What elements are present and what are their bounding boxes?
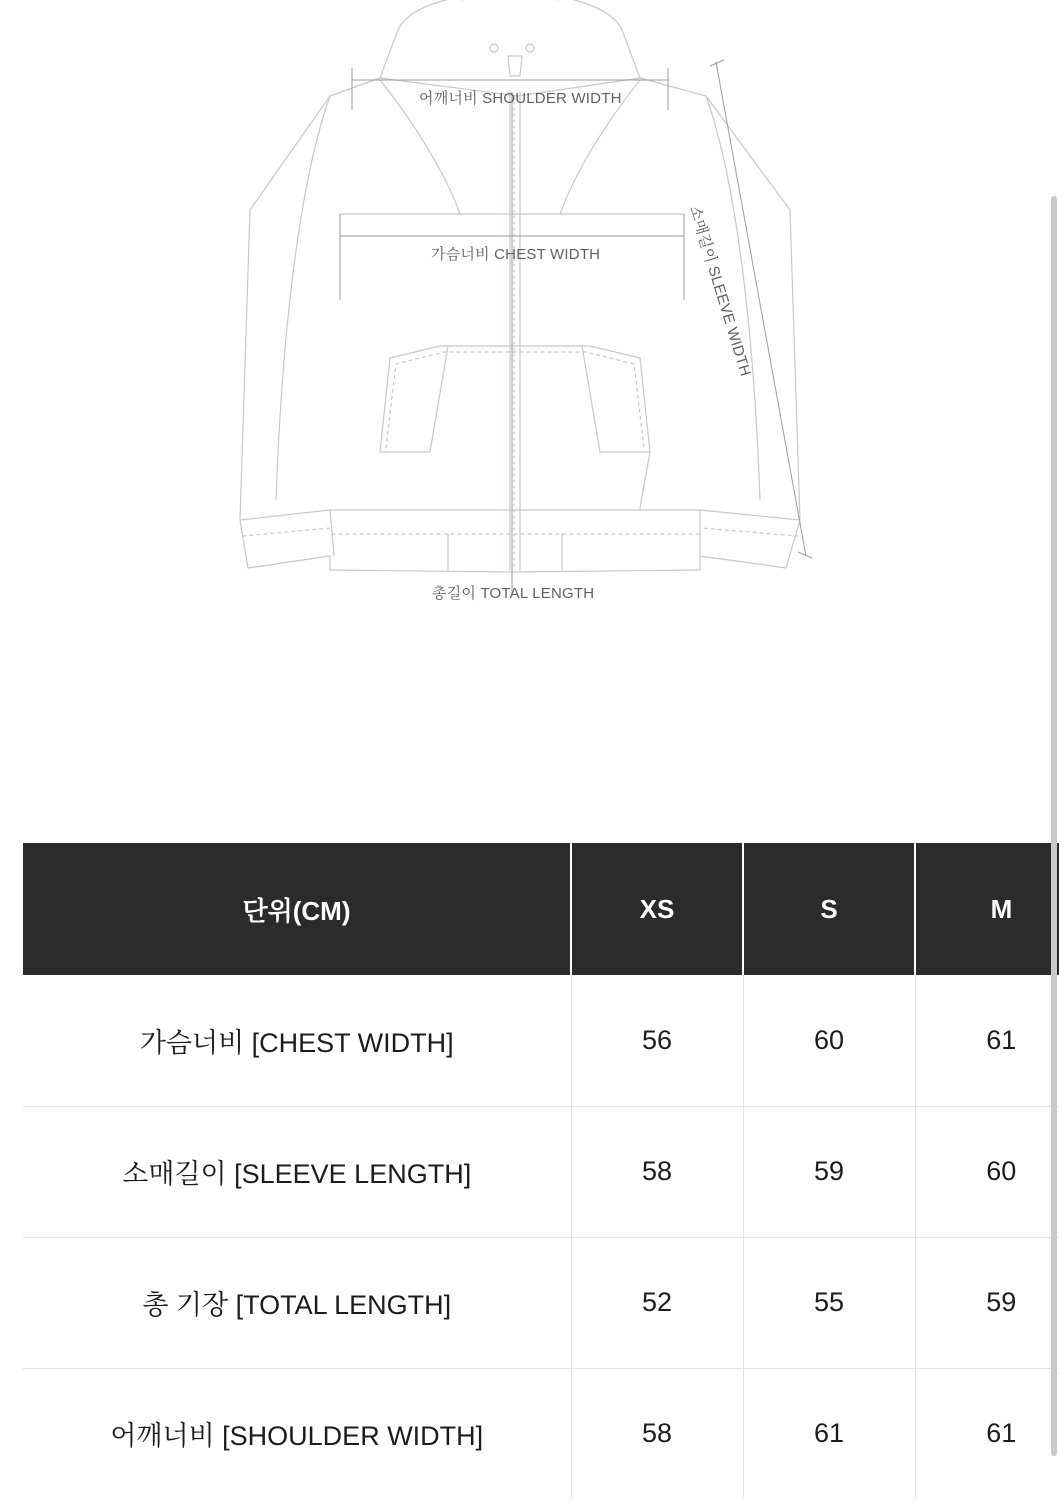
cell-m: 61: [915, 1368, 1059, 1499]
cell-xs: 58: [571, 1106, 743, 1237]
table-row: [23, 975, 1059, 1106]
table-row: [23, 1368, 1059, 1499]
table-row: [23, 1237, 1059, 1368]
cell-s: 60: [743, 975, 915, 1106]
row-label: 소매길이 [SLEEVE LENGTH]: [23, 1106, 571, 1237]
row-label: 가슴너비 [CHEST WIDTH]: [23, 975, 571, 1106]
size-table: [23, 843, 1059, 1499]
header-size-m: M: [915, 843, 1059, 975]
cell-m: 60: [915, 1106, 1059, 1237]
label-shoulder-width: 어깨너비 SHOULDER WIDTH: [419, 90, 622, 107]
cell-m: 59: [915, 1237, 1059, 1368]
label-total-length: 총길이 TOTAL LENGTH: [432, 585, 595, 602]
size-table-head: [23, 843, 1059, 975]
table-row: [23, 1106, 1059, 1237]
label-sleeve-width: 소매길이 SLEEVE WIDTH: [685, 203, 754, 379]
cell-xs: 58: [571, 1368, 743, 1499]
cell-s: 59: [743, 1106, 915, 1237]
label-chest-width: 가슴너비 CHEST WIDTH: [431, 246, 601, 263]
header-size-xs: XS: [571, 843, 743, 975]
size-table-body: [23, 975, 1059, 1499]
vertical-scrollbar[interactable]: [1049, 0, 1059, 1500]
cell-s: 61: [743, 1368, 915, 1499]
table-header-row: [23, 843, 1059, 975]
row-label: 총 기장 [TOTAL LENGTH]: [23, 1237, 571, 1368]
cell-m: 61: [915, 975, 1059, 1106]
cell-s: 55: [743, 1237, 915, 1368]
header-size-s: S: [743, 843, 915, 975]
scrollbar-thumb[interactable]: [1051, 196, 1057, 1456]
cell-xs: 56: [571, 975, 743, 1106]
row-label: 어깨너비 [SHOULDER WIDTH]: [23, 1368, 571, 1499]
cell-xs: 52: [571, 1237, 743, 1368]
size-chart: [23, 843, 1036, 1499]
header-unit: 단위(CM): [23, 843, 571, 975]
